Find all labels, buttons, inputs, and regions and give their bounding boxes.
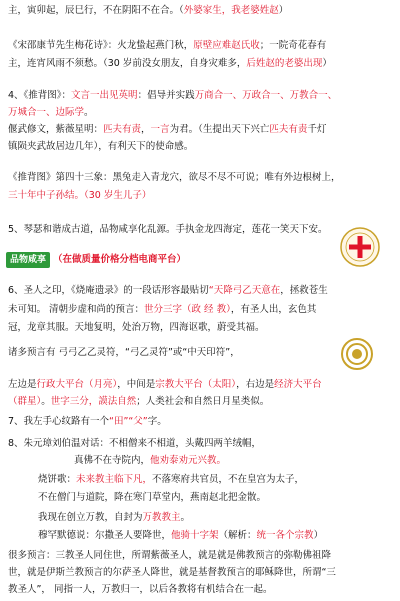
highlight-span: 文言一出见英明 [71,90,138,101]
text-span: 冠，龙章其服。天地复明，处治万物，四海讴歌，蔚受其福。 [8,322,265,333]
text-span: 烧饼歌： [38,474,77,485]
text-span: 不在僧门与道院，降在寒门草堂内，燕南赵北把金散。 [38,492,267,503]
text-span: 不落寒府共官员，不在皇宫为太子， [152,474,305,485]
highlight-span: （群星） [8,396,42,407]
text-line [38,528,323,544]
text-span: （解析： [218,530,257,541]
text-line [8,565,336,581]
text-span: 8、朱元璋刘伯温对话：不相僧来不相道，头戴四两羊绒帽， [8,438,262,449]
text-span: ：倡导并实践 [137,90,195,101]
highlight-span: 一言 [150,124,170,135]
highlight-span: 匹夫有责 [103,124,142,135]
gold-rings-icon [340,337,374,371]
highlight-span: 匹夫有责 [269,124,308,135]
text-span: 。 [84,107,94,118]
text-span: 6、圣人之印，《烧庵遗录》的一段话形容最贴切 [8,285,209,296]
text-line [8,394,269,410]
text-span: ，拯救苍生 [280,285,328,296]
text-line [8,3,288,19]
text-span: 我现在创立万教，自封为 [38,512,143,523]
highlight-span: “田”“父” [109,416,148,427]
text-span: 穆罕默德说：尔撒圣人要降世， [38,530,172,541]
highlight-span: 原壁应难赵氏收 [193,40,260,51]
highlight-span: 世分三字（政 经 教） [144,304,231,315]
text-span: 千灯 [307,124,327,135]
text-span: 为君。（生提出天下兴亡 [169,124,270,135]
text-span: ） [322,58,332,69]
text-span: 黑兔走入青龙穴，欲尽不尽不可说；唯有外边根树上， [112,172,341,183]
text-span: 诸多预言有 弓弓乙乙灵符，“弓乙灵符”或“中天印符”， [8,347,240,358]
highlight-span: 他劝泰劝元兴教。 [150,455,227,466]
highlight-span: 万教教主 [142,512,181,523]
highlight-span: 外婆家生，我老婆姓赵 [183,5,279,16]
text-span: 《推背图》第四十三象： [8,172,113,183]
text-span: 很多预言：三教圣人同住世，所谓紫薇圣人，就是就是佛教预言的弥勒佛祖降 [8,550,332,561]
text-span: 偃武修文，紫薇星明： [8,124,104,135]
text-span: ） [313,530,324,541]
text-line [38,472,304,488]
text-line [8,320,265,336]
highlight-span: 世字三分，謨法自然 [50,396,137,407]
text-line [8,56,332,72]
text-line [38,510,190,526]
text-span: 。 [180,512,191,523]
text-span: 《宋邵康节先生梅花诗》：火龙蛰起燕门秋， [8,40,194,51]
highlight-span: 万城合一、边际学 [8,107,85,118]
text-line [8,88,337,104]
text-span: 7、我左手心纹路有一个 [8,416,110,427]
text-span: ，有利天下的使命感。 [98,141,194,152]
highlight-span: 统一各个宗教 [256,530,314,541]
text-line [8,582,272,598]
text-span: ，右边是 [236,379,275,390]
text-line [8,222,328,238]
text-span: 。 [41,396,51,407]
text-line [8,188,151,204]
highlight-span: （在做质量价格分档电商平台） [53,254,187,265]
text-line [8,38,326,54]
highlight-span: “天降弓乙天意在 [208,285,281,296]
highlight-span: 未来教主临下凡， [76,474,153,485]
brand-line [6,252,186,268]
text-line [8,105,94,121]
highlight-span: 行政大平台（月亮） [36,379,118,390]
text-span: 镇陨夹武故居边几年） [8,141,99,152]
highlight-span: 宗教大平台（太阳） [155,379,237,390]
text-span: 真佛不在寺院内， [74,455,151,466]
text-line [8,302,316,318]
text-span: 4、《推背图》： [8,90,72,101]
red-cross-seal-icon [339,226,381,268]
text-span: ，有圣人出，玄色其 [230,304,317,315]
text-line [8,122,326,138]
text-span: 5、琴瑟和谐成古道，品物咸享化乱源。手执金龙四海定，莲花一笑天下安。 [8,224,328,235]
text-span: 世，就是伊斯兰教预言的尔萨圣人降世，就是基督教预言的耶稣降世，所谓“三 [8,567,336,578]
text-span: 主，寅卯起，辰巳行，不在阴阳不在合。（ [8,5,184,16]
highlight-span: 三十年中子孙结。（30 岁生儿子） [8,190,152,201]
brand-badge: 品物咸享 [6,252,50,268]
text-span: 教圣人”， 同指一人，万教归一，以后各教将有机结合在一起。 [8,584,273,595]
highlight-span: 他骑十字架 [171,530,219,541]
text-span: ） [278,5,289,16]
text-span: 左边是 [8,379,37,390]
text-line [38,490,266,506]
text-line [8,139,193,155]
text-line [8,170,341,186]
text-span: ，中间是 [117,379,156,390]
highlight-span: 后姓赵的老婆出现 [246,58,323,69]
text-span: 未可知。 清朝步虚和尚的预言： [8,304,145,315]
text-line [8,548,331,564]
text-line [8,414,167,430]
highlight-span: 万商合一、万政合一、万教合一、 [194,90,338,101]
highlight-span: 经济大平台 [274,379,322,390]
text-span: 主，连宵风雨不须愁。（30 岁前没女朋友，自身灾难多， [8,58,247,69]
text-line [74,453,226,469]
text-line [8,377,322,393]
text-line [8,436,261,452]
text-line [8,345,240,361]
text-line [8,283,328,299]
text-span: 字。 [147,416,167,427]
text-span: ；一院奇花春有 [259,40,327,51]
text-span: ；人类社会和自然日月星类似。 [136,396,270,407]
text-span: ， [141,124,151,135]
